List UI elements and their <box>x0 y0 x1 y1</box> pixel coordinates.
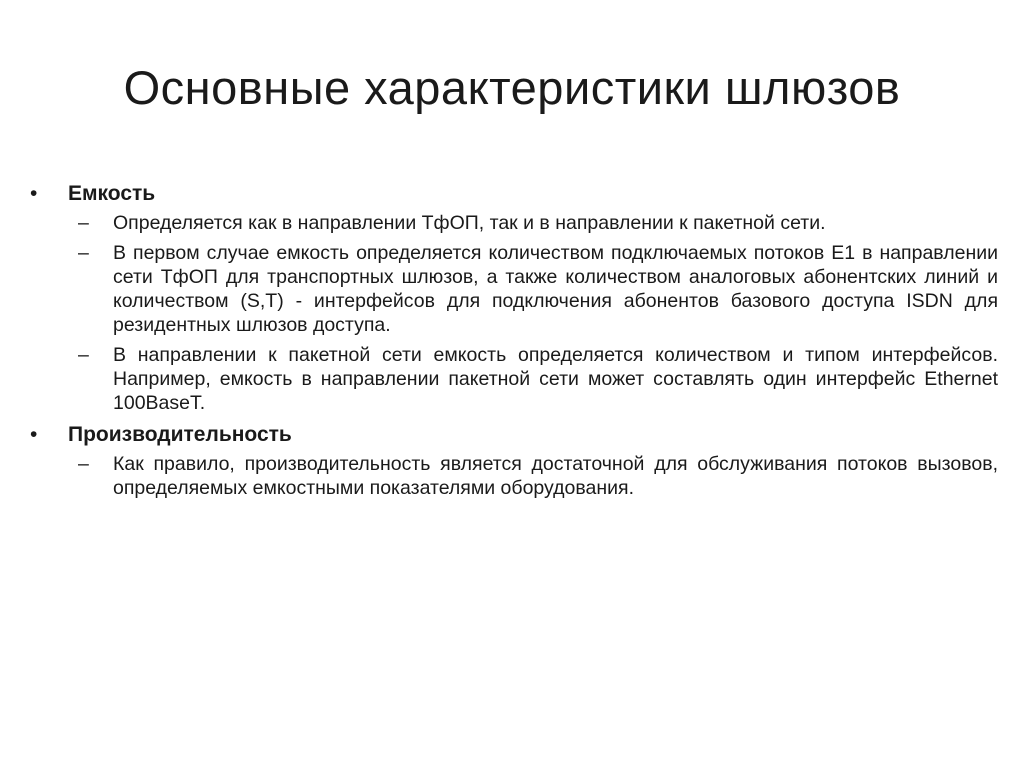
bullet-heading: Производительность <box>68 423 292 446</box>
sub-bullet-text: Определяется как в направлении ТфОП, так и в направлении к пакетной сети. <box>113 212 826 234</box>
sub-bullet-text: В направлении к пакетной сети емкость определяется количеством и типом интерфейсов. Например, емкость в направлении пакетной сети может составлять один интерфейс Ethernet 100BaseT. <box>113 344 998 414</box>
dash-marker: – <box>78 453 89 475</box>
bullet-marker: • <box>30 182 38 205</box>
sub-bullet-text: В первом случае емкость определяется количеством подключаемых потоков Е1 в направлении сети ТфОП для транспортных шлюзов, а также количеством аналоговых абонентских линий и количеством (S,T) - интерфейсов для подключения абонентов базового доступа ISDN для резидентных шлюзов доступа. <box>113 242 998 336</box>
bullet-capacity <box>30 180 998 207</box>
sub-bullet <box>30 211 998 235</box>
bullet-heading: Емкость <box>68 182 156 205</box>
slide-content <box>30 180 998 506</box>
slide-title: Основные характеристики шлюзов <box>123 61 901 114</box>
dash-marker: – <box>78 242 89 264</box>
bullet-performance <box>30 421 998 448</box>
sub-bullet-text: Как правило, производительность является достаточной для обслуживания потоков вызовов, определяемых емкостными показателями оборудования. <box>113 453 998 499</box>
sub-bullet <box>30 241 998 337</box>
sub-bullet <box>30 343 998 415</box>
bullet-marker: • <box>30 423 38 446</box>
dash-marker: – <box>78 344 89 366</box>
sub-bullet <box>30 452 998 500</box>
dash-marker: – <box>78 212 89 234</box>
